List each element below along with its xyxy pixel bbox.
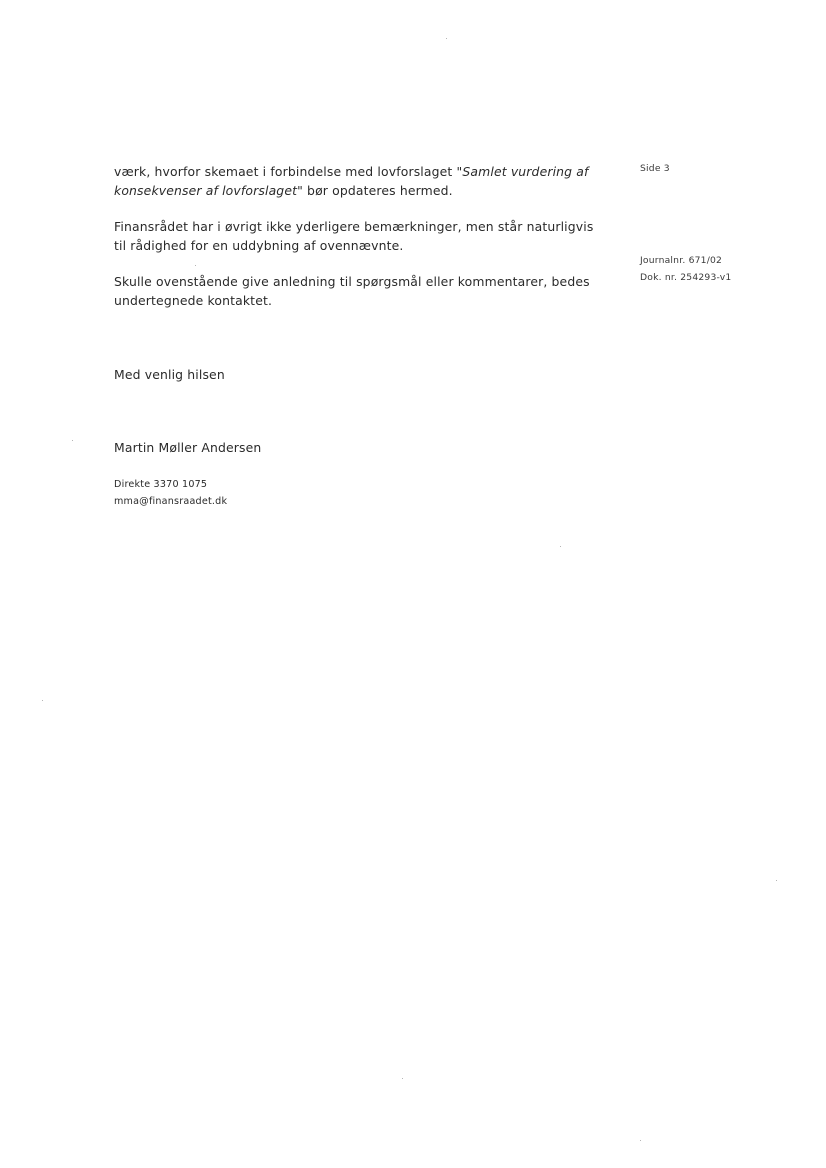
scan-speck (42, 700, 43, 701)
paragraph-schema-update (114, 162, 604, 200)
reference-block (640, 252, 731, 286)
scan-speck (640, 1140, 641, 1141)
scan-speck (402, 1078, 403, 1079)
paragraph-no-further-remarks: Finansrådet har i øvrigt ikke yderligere bemærkninger, men står naturligvis til rådighed for en uddybning af ovennævnte. (114, 219, 594, 253)
page-number: Side 3 (640, 163, 670, 174)
paragraph-contact-request: Skulle ovenstående give anledning til spørgsmål eller kommentarer, bedes undertegnede kontaktet. (114, 274, 590, 308)
journal-number: Journalnr. 671/02 (640, 255, 723, 266)
paragraph-schema-update-text: værk, hvorfor skemaet i forbindelse med lovforslaget (114, 164, 457, 179)
contact-block (114, 476, 227, 510)
signer-name: Martin Møller Andersen (114, 440, 262, 455)
bill-title-quote: "Samlet vurdering af konsekvenser af lovforslaget" (114, 164, 589, 198)
scan-speck (776, 880, 777, 881)
paragraph-schema-update-ending: bør opdateres hermed. (302, 183, 453, 198)
scan-speck (560, 546, 561, 547)
scan-speck (195, 265, 196, 266)
email-address: mma@finansraadet.dk (114, 496, 228, 507)
closing-salutation: Med venlig hilsen (114, 367, 225, 382)
scan-speck (446, 38, 447, 39)
document-number: Dok. nr. 254293-v1 (640, 272, 732, 283)
scan-speck (72, 440, 73, 441)
direct-phone: Direkte 3370 1075 (114, 479, 208, 490)
